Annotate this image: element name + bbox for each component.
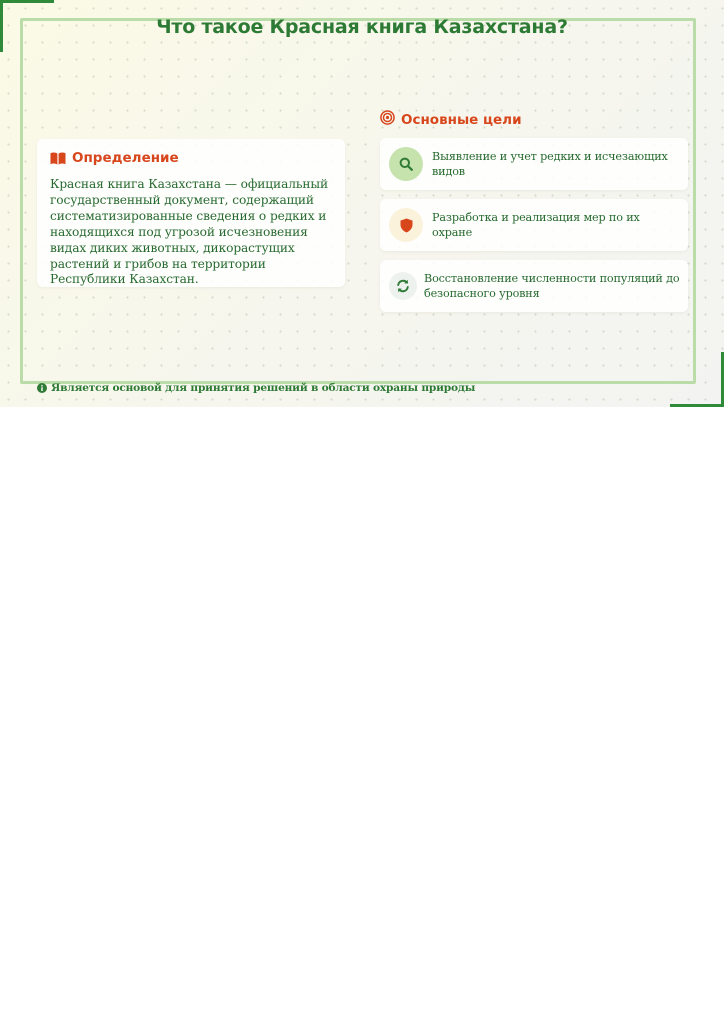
shield-icon [389,208,423,242]
slide [0,0,724,407]
definition-text: Красная книга Казахстана — официальный государственный документ, содержащий систематизированные сведения о редких и находящихся под угрозой исчезновения видах диких животных, дикорастущих растений и грибов на территории Республики Казахстан. [50,177,329,287]
search-icon [389,147,423,181]
definition-header [50,150,179,166]
footer-text: Является основой для принятия решений в области охраны природы [51,381,476,394]
book-open-icon [50,152,66,165]
page-title: Что такое Красная книга Казахстана? [156,16,568,38]
info-circle-icon [37,378,47,397]
goals-header [380,110,522,129]
goal-item [380,199,688,251]
goal-item [380,260,688,312]
goal-text: Восстановление численности популяций до безопасного уровня [424,271,680,300]
goals-heading: Основные цели [401,111,522,128]
definition-heading: Определение [72,150,179,166]
definition-card [37,139,345,287]
sync-icon [389,272,417,300]
goal-text: Разработка и реализация мер по их охране [432,210,640,239]
target-icon [380,110,395,129]
goal-text: Выявление и учет редких и исчезающих видов [432,149,668,178]
goal-item [380,138,688,190]
corner-accent-bottom-right [670,352,724,407]
footer-note [37,378,475,397]
